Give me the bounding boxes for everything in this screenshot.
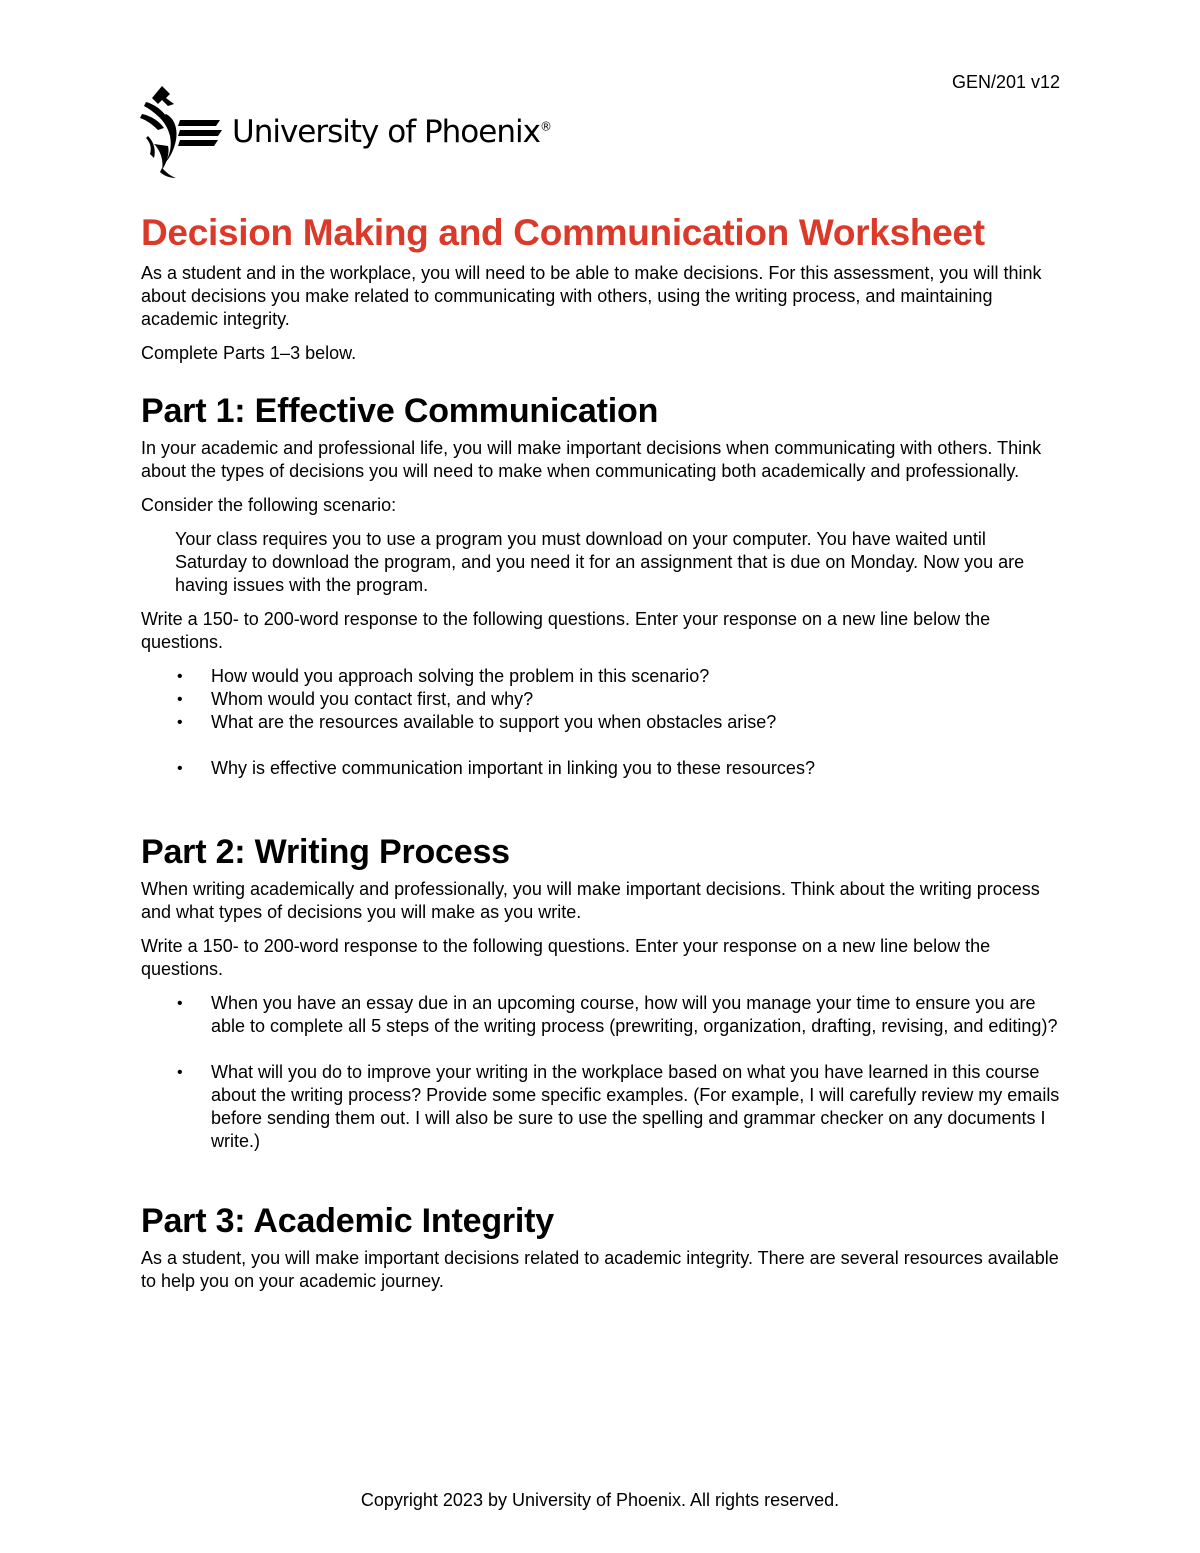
- question-text: How would you approach solving the problem in this scenario?: [211, 666, 710, 686]
- part1-question-list: [141, 665, 1061, 780]
- bullet-icon: •: [177, 668, 183, 685]
- course-code: GEN/201 v12: [951, 72, 1060, 92]
- part1-scenario: Your class requires you to use a program you must download on your computer. You have waited until Saturday to download the program, and you need it for an assignment that is due on Monday. Now you are having issues with the program.: [175, 529, 1025, 595]
- intro-instruction: Complete Parts 1–3 below.: [141, 343, 357, 363]
- bullet-icon: •: [177, 760, 183, 777]
- university-logo: [140, 84, 552, 178]
- bullet-icon: •: [177, 1064, 183, 1081]
- list-item: [177, 992, 1061, 1038]
- question-text: Why is effective communication important in linking you to these resources?: [211, 758, 815, 778]
- question-text: What will you do to improve your writing in the workplace based on what you have learned in this course about the writing process? Provide some specific examples. (For example, I will carefully review my emails before sending them out. I will also be sure to use the spelling and grammar checker on any documents I write.): [211, 1062, 1060, 1151]
- question-text: Whom would you contact first, and why?: [211, 689, 534, 709]
- list-item: [177, 1061, 1061, 1153]
- phoenix-icon: [140, 84, 222, 178]
- bullet-icon: •: [177, 714, 183, 731]
- page-title: Decision Making and Communication Worksheet: [141, 212, 985, 253]
- part1-consider: Consider the following scenario:: [141, 495, 397, 515]
- logo-wordmark: [232, 114, 552, 150]
- part1-prompt: Write a 150- to 200-word response to the following questions. Enter your response on a new line below the questions.: [141, 609, 991, 652]
- bullet-icon: •: [177, 995, 183, 1012]
- part3-heading: Part 3: Academic Integrity: [141, 1202, 555, 1240]
- bullet-icon: •: [177, 691, 183, 708]
- part2-heading: Part 2: Writing Process: [141, 833, 510, 871]
- list-item: [177, 665, 1061, 688]
- part2-question-list: [141, 992, 1061, 1153]
- question-text: What are the resources available to support you when obstacles arise?: [211, 712, 777, 732]
- list-item: [177, 711, 1061, 734]
- registered-mark: ®: [539, 119, 552, 134]
- part3-paragraph: As a student, you will make important decisions related to academic integrity. There are several resources available to help you on your academic journey.: [141, 1248, 1059, 1291]
- part1-heading: Part 1: Effective Communication: [141, 392, 659, 430]
- copyright-footer: Copyright 2023 by University of Phoenix. All rights reserved.: [360, 1490, 840, 1510]
- part2-paragraph: When writing academically and professionally, you will make important decisions. Think about the writing process and what types of decisions you will make as you write.: [141, 879, 1040, 922]
- worksheet-content: [141, 212, 1061, 1304]
- part1-paragraph: In your academic and professional life, you will make important decisions when communicating with others. Think about the types of decisions you will need to make when communicating both academically and professionally.: [141, 438, 1042, 481]
- part2-prompt: Write a 150- to 200-word response to the following questions. Enter your response on a new line below the questions.: [141, 936, 991, 979]
- question-text: When you have an essay due in an upcoming course, how will you manage your time to ensure you are able to complete all 5 steps of the writing process (prewriting, organization, drafting, revising, and editing)?: [211, 993, 1058, 1036]
- list-item: [177, 757, 1061, 780]
- list-item: [177, 688, 1061, 711]
- intro-paragraph: As a student and in the workplace, you will need to be able to make decisions. For this assessment, you will think about decisions you make related to communicating with others, using the writing process, and maintaining academic integrity.: [141, 263, 1042, 329]
- logo-name: University of Phoenix: [232, 114, 540, 150]
